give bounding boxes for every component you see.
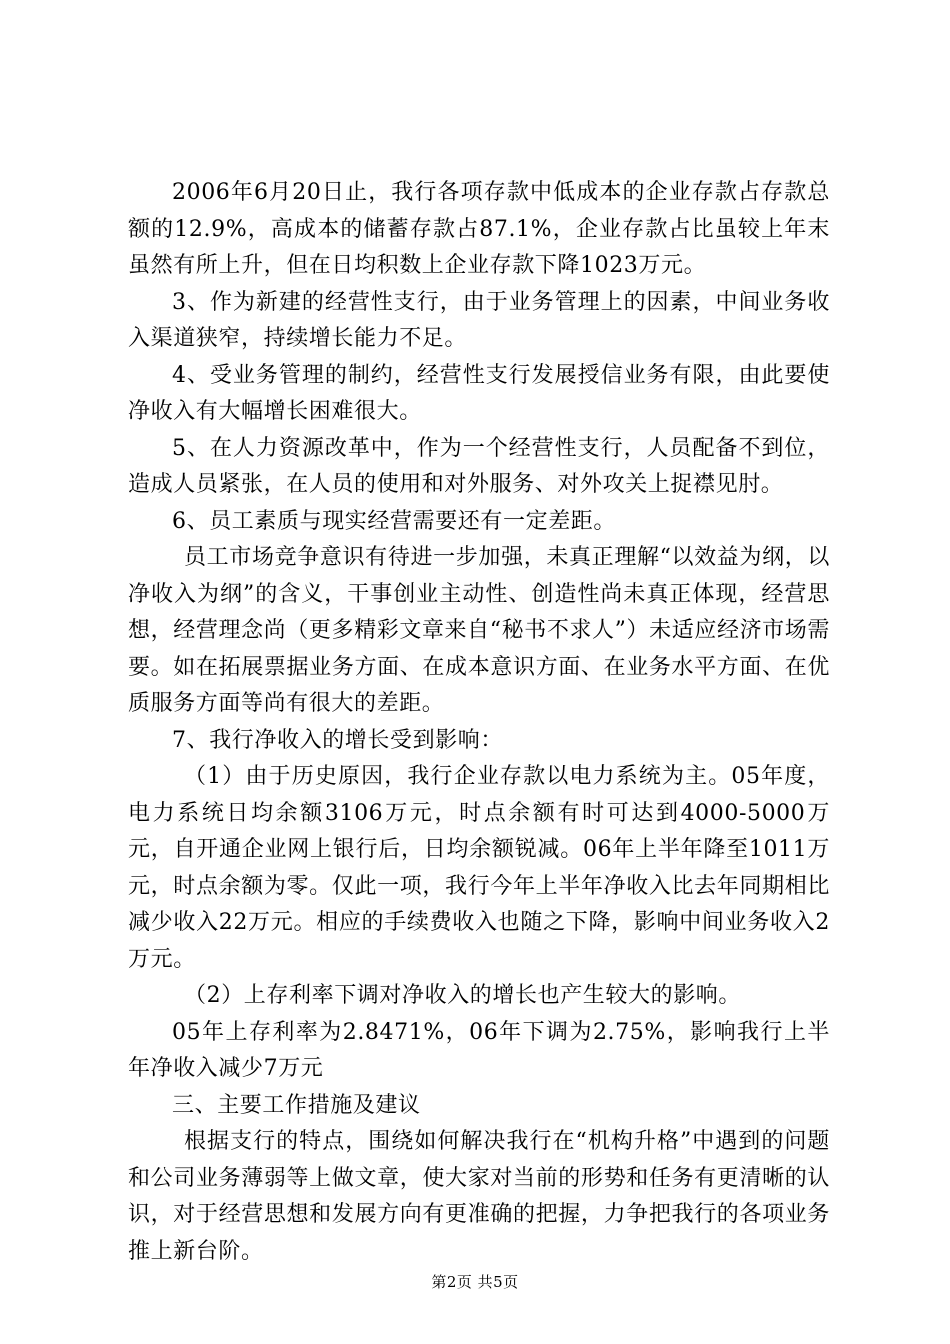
paragraph-subpoint-1: （1）由于历史原因，我行企业存款以电力系统为主。05年度，电力系统日均余额3106万元，时点余额有时可达到4000-5000万元，自开通企业网上银行后，日均余额锐减。06年上半年降至1011万元，时点余额为零。仅此一项，我行今年上半年净收入比去年同期相比减少收入22万元。相应的手续费收入也随之下降，影响中间业务收入2万元。 [128, 764, 830, 972]
paragraph-point-5: 5、在人力资源改革中，作为一个经营性支行，人员配备不到位，造成人员紧张，在人员的使用和对外服务、对外攻关上捉襟见肘。 [128, 435, 830, 497]
paragraph-point-4: 4、受业务管理的制约，经营性支行发展授信业务有限，由此要使净收入有大幅增长困难很大。 [128, 362, 830, 424]
paragraph-point-6: 6、员工素质与现实经营需要还有一定差距。 [172, 508, 616, 534]
paragraph-rate-change: 05年上存利率为2.8471%，06年下调为2.75%，影响我行上半年净收入减少7万元 [128, 1019, 830, 1081]
paragraph-subpoint-2: （2）上存利率下调对净收入的增长也产生较大的影响。 [184, 983, 741, 1008]
paragraph-staff-awareness: 员工市场竞争意识有待进一步加强，未真正理解“以效益为纲，以净收入为纲”的含义，干事创业主动性、创造性尚未真正体现，经营思想，经营理念尚（更多精彩文章来自“秘书不求人”）未适应经济市场需要。如在拓展票据业务方面、在成本意识方面、在业务水平方面、在优质服务方面等尚有很大的差距。 [128, 545, 830, 716]
paragraph-deposit-structure: 2006年6月20日止，我行各项存款中低成本的企业存款占存款总额的12.9%，高成本的储蓄存款占87.1%，企业存款占比虽较上年末虽然有所上升，但在日均积数上企业存款下降1023万元。 [128, 180, 830, 278]
section-heading-measures: 三、主要工作措施及建议 [172, 1092, 421, 1118]
paragraph-point-7: 7、我行净收入的增长受到影响： [172, 727, 503, 753]
paragraph-point-3: 3、作为新建的经营性支行，由于业务管理上的因素，中间业务收入渠道狭窄，持续增长能力不足。 [128, 289, 830, 351]
document-body [128, 175, 830, 1270]
page-number-footer: 第2页 共5页 [431, 1273, 519, 1291]
paragraph-measures-intro: 根据支行的特点，围绕如何解决我行在“机构升格”中遇到的问题和公司业务薄弱等上做文章，使大家对当前的形势和任务有更清晰的认识，对于经营思想和发展方向有更准确的把握，力争把我行的各项业务推上新台阶。 [128, 1129, 830, 1264]
